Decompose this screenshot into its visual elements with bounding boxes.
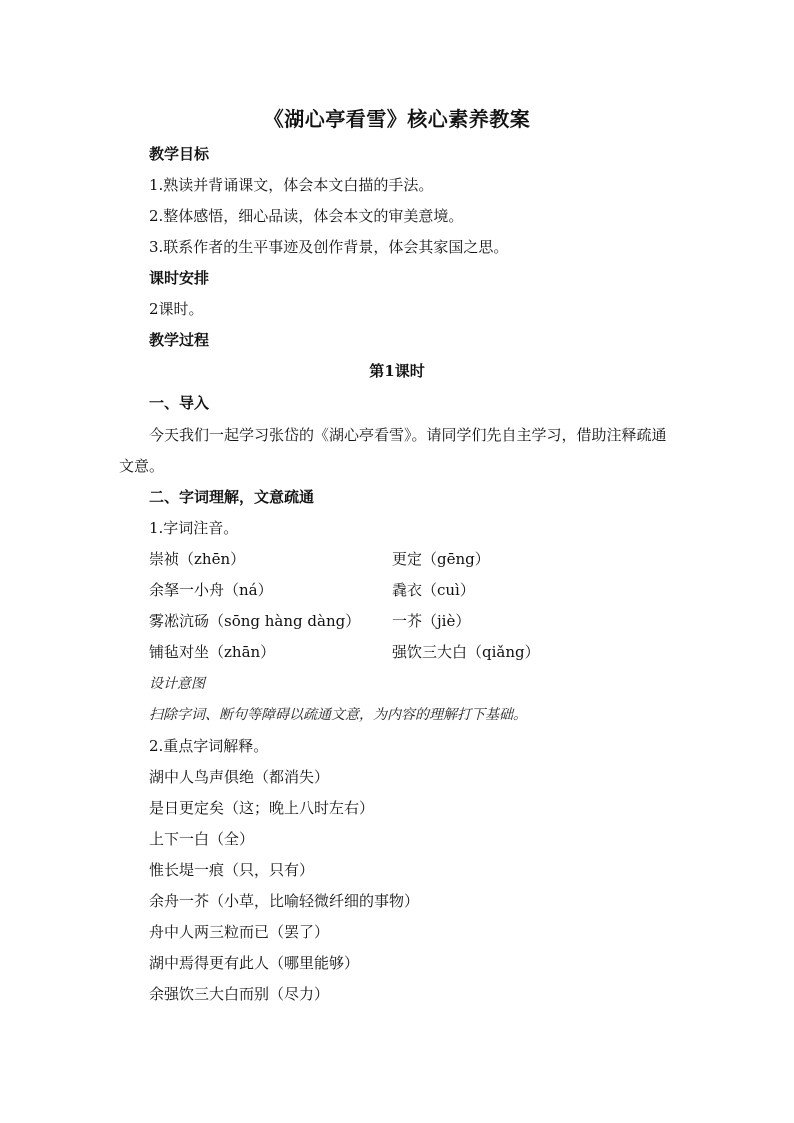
intro-heading: 一、导入: [149, 394, 210, 412]
key-word-item: 惟长堤一痕（只，只有）: [149, 861, 315, 879]
objective-item: 3.联系作者的生平事迹及创作背景，体会其家国之思。: [149, 238, 509, 256]
key-word-item: 是日更定矣（这；晚上八时左右）: [149, 799, 375, 817]
key-word-item: 舟中人两三粒而已（罢了）: [149, 923, 330, 941]
schedule-heading: 课时安排: [149, 269, 210, 287]
pronunciation-item: 毳衣（cuì）: [392, 581, 475, 599]
process-heading: 教学过程: [149, 331, 210, 349]
key-word-item: 湖中人鸟声俱绝（都消失）: [149, 768, 330, 786]
pronunciation-item: 更定（gēng）: [392, 550, 490, 568]
key-words-label: 2.重点字词解释。: [149, 737, 269, 755]
lesson-heading: 第1课时: [369, 362, 425, 380]
intro-paragraph: 今天我们一起学习张岱的《湖心亭看雪》。请同学们先自主学习，借助注释疏通文意。: [119, 426, 667, 475]
objective-item: 1.熟读并背诵课文，体会本文白描的手法。: [149, 176, 434, 194]
key-word-item: 湖中焉得更有此人（哪里能够）: [149, 954, 360, 972]
pronunciation-item: 一芥（jiè）: [392, 612, 471, 630]
objective-item: 2.整体感悟，细心品读，体会本文的审美意境。: [149, 207, 464, 225]
schedule-text: 2课时。: [149, 300, 204, 318]
objectives-heading: 教学目标: [149, 145, 210, 163]
pronunciation-item: 雾凇沆砀（sōng hàng dàng）: [149, 612, 361, 630]
key-word-item: 余舟一芥（小草，比喻轻微纤细的事物）: [149, 892, 420, 910]
pronunciation-item: 铺毡对坐（zhān）: [149, 643, 276, 661]
document-title: 《湖心亭看雪》核心素养教案: [263, 107, 531, 131]
pronunciation-item: 强饮三大白（qiǎng）: [392, 643, 540, 661]
design-intent-label: 设计意图: [149, 676, 205, 692]
pronunciation-item: 崇祯（zhēn）: [149, 550, 246, 568]
section-heading: 二、字词理解，文意疏通: [149, 488, 315, 506]
key-word-item: 上下一白（全）: [149, 830, 255, 848]
key-word-item: 余强饮三大白而别（尽力）: [149, 985, 330, 1003]
pronunciation-label: 1.字词注音。: [149, 519, 239, 537]
pronunciation-item: 余拏一小舟（ná）: [149, 581, 273, 599]
design-intent-text: 扫除字词、断句等障碍以疏通文意，为内容的理解打下基础。: [149, 707, 527, 723]
